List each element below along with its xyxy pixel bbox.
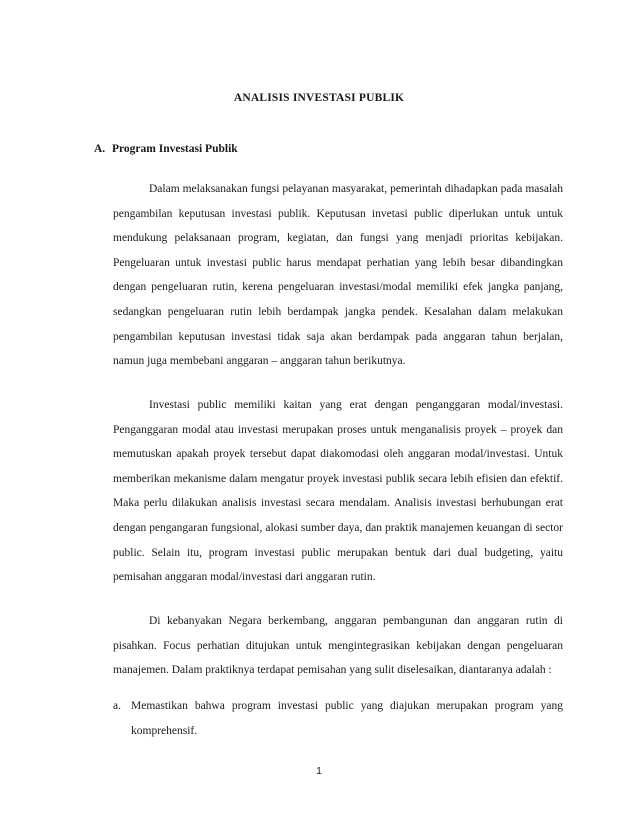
- list-marker: a.: [113, 700, 121, 712]
- paragraph-3-text: Di kebanyakan Negara berkembang, anggaran pembangunan dan anggaran rutin di pisahkan. Focus perhatian ditujukan untuk mengintegrasikan kebijakan dengan pengeluaran manajemen. Dalam praktiknya terdapat pemisahan yang sulit diselesaikan, diantaranya adalah :: [113, 615, 563, 677]
- paragraph-2: [113, 393, 563, 590]
- paragraph-3: [113, 609, 563, 683]
- section-letter: A.: [94, 143, 106, 155]
- section-heading-text: Program Investasi Publik: [112, 143, 238, 155]
- document-title: ANALISIS INVESTASI PUBLIK: [233, 92, 405, 104]
- page-number: 1: [316, 766, 322, 777]
- list-item-text: Memastikan bahwa program investasi public yang diajukan merupakan program yang komprehensif.: [131, 700, 563, 737]
- section-heading: [94, 143, 238, 155]
- paragraph-1-text: Dalam melaksanakan fungsi pelayanan masyarakat, pemerintah dihadapkan pada masalah pengambilan keputusan investasi publik. Keputusan invetasi public diperlukan untuk untuk mendukung pelaksanaan program, kegiatan, dan fungsi yang menjadi prioritas kebijakan. Pengeluaran untuk investasi public harus mendapat perhatian yang lebih besar dibandingkan dengan pengeluaran rutin, kerena pengeluaran investasi/modal memiliki efek jangka panjang, sedangkan pengeluaran rutin lebih berdampak jangka pendek. Kesalahan dalam melakukan pengambilan keputusan investasi tidak saja akan berdampak pada anggaran tahun berjalan, namun juga membebani anggaran – anggaran tahun berikutnya.: [113, 183, 563, 368]
- list-item: [113, 694, 563, 743]
- paragraph-1: [113, 177, 563, 374]
- paragraph-2-text: Investasi public memiliki kaitan yang erat dengan penganggaran modal/investasi. Penganggaran modal atau investasi merupakan proses untuk menganalisis proyek – proyek dan memutuskan apakah proyek tersebut dapat diakomodasi oleh anggaran modal/investasi. Untuk memberikan mekanisme dalam mengatur proyek investasi publik secara lebih efisien dan efektif. Maka perlu dilakukan analisis investasi secara mendalam. Analisis investasi berhubungan erat dengan pengangaran fungsional, alokasi sumber daya, dan praktik manajemen keuangan di sector public. Selain itu, program investasi public merupakan bentuk dari dual budgeting, yaitu pemisahan anggaran modal/investasi dari anggaran rutin.: [113, 399, 563, 584]
